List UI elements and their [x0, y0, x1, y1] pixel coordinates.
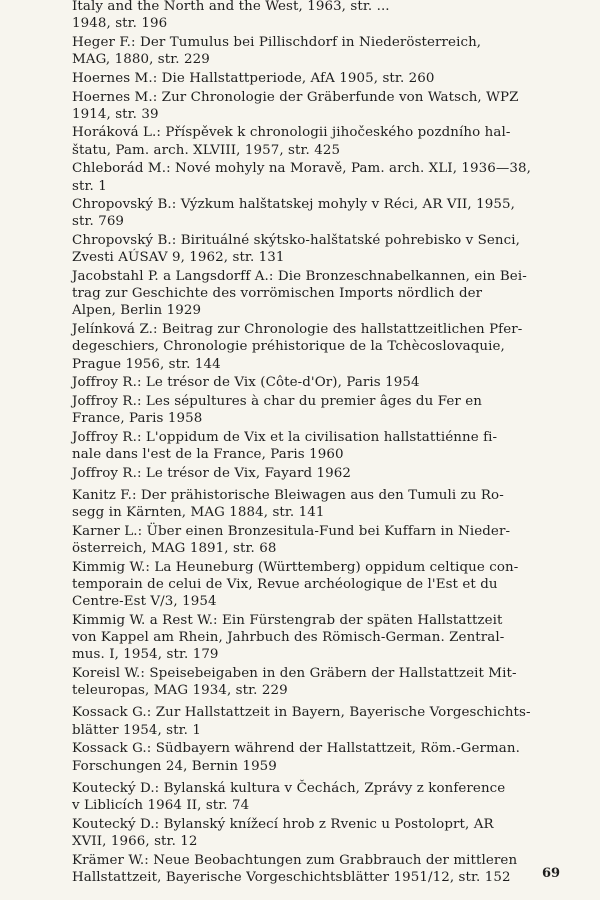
- bibliography-entry: [72, 321, 560, 373]
- bibliography-entry: [72, 612, 560, 664]
- entry-continuation-line: segg in Kärnten, MAG 1884, str. 141: [72, 505, 325, 521]
- bibliography-entry: [72, 429, 560, 463]
- entry-continuation-line: MAG, 1880, str. 229: [72, 52, 210, 68]
- entry-first-line: Joffroy R.: Le trésor de Vix, Fayard 1962: [72, 465, 351, 481]
- entry-first-line: Hoernes M.: Die Hallstattperiode, AfA 1905, str. 260: [72, 70, 435, 86]
- entry-continuation-line: Prague 1956, str. 144: [72, 356, 221, 372]
- entry-continuation-line: Forschungen 24, Bernin 1959: [72, 758, 277, 774]
- entry-first-line: Horáková L.: Příspěvek k chronologii jihočeského pozdního hal-: [72, 125, 511, 141]
- entry-first-line: Koutecký D.: Bylanská kultura v Čechách, Zprávy z konference: [72, 780, 506, 796]
- entry-continuation-line: 1948, str. 196: [72, 16, 168, 32]
- bibliography-entry: [72, 268, 560, 320]
- entry-continuation-line: Zvesti AÚSAV 9, 1962, str. 131: [72, 250, 285, 266]
- entry-continuation-line: Centre-Est V/3, 1954: [72, 594, 217, 610]
- bibliography-entry: [72, 559, 560, 611]
- bibliography-entry: [72, 374, 560, 391]
- entry-first-line: Koutecký D.: Bylanský knížecí hrob z Rvenic u Postoloprt, AR: [72, 816, 494, 832]
- entry-continuation-line: 1914, str. 39: [72, 106, 159, 122]
- entry-continuation-line: v Liblicích 1964 II, str. 74: [72, 797, 250, 813]
- entry-first-line: Joffroy R.: Le trésor de Vix (Côte-d'Or), Paris 1954: [72, 375, 420, 391]
- page-number: 69: [542, 866, 561, 881]
- entry-continuation-line: XVII, 1966, str. 12: [72, 833, 198, 849]
- bibliography-entry: [72, 816, 560, 850]
- bibliography-entry: [72, 232, 560, 266]
- entry-first-line: Hoernes M.: Zur Chronologie der Gräberfunde von Watsch, WPZ: [72, 89, 519, 105]
- entry-continuation-line: temporain de celui de Vix, Revue archéologique de l'Est et du: [72, 577, 498, 592]
- entry-first-line: Jelínková Z.: Beitrag zur Chronologie des hallstattzeitlichen Pfer-: [72, 322, 523, 338]
- entry-continuation-line: štatu, Pam. arch. XLVIII, 1957, str. 425: [72, 142, 341, 158]
- entry-continuation-line: nale dans l'est de la France, Paris 1960: [72, 447, 344, 463]
- entry-first-line: Koreisl W.: Speisebeigaben in den Gräbern der Hallstattzeit Mit-: [72, 666, 517, 682]
- entry-continuation-line: von Kappel am Rhein, Jahrbuch des Römisch-German. Zentral-: [72, 630, 505, 646]
- bibliography-entry: [72, 740, 560, 774]
- entry-first-line: Kossack G.: Zur Hallstattzeit in Bayern, Bayerische Vorgeschichts-: [72, 705, 531, 721]
- bibliography-entry: [72, 393, 560, 427]
- bibliography-list: [72, 0, 560, 887]
- bibliography-entry: [72, 124, 560, 158]
- entry-first-line: Jacobstahl P. a Langsdorff A.: Die Bronzeschnabelkannen, ein Bei-: [72, 269, 527, 285]
- bibliography-entry: [72, 523, 560, 557]
- entry-continuation-line: österreich, MAG 1891, str. 68: [72, 541, 277, 557]
- entry-first-line: Italy and the North and the West, 1963, str. ...: [72, 0, 390, 14]
- entry-continuation-line: Alpen, Berlin 1929: [72, 303, 202, 319]
- entry-continuation-line: str. 769: [72, 214, 125, 230]
- entry-continuation-line: France, Paris 1958: [72, 411, 203, 427]
- bibliography-entry: [72, 0, 560, 32]
- entry-continuation-line: trag zur Geschichte des vorrömischen Imports nördlich der: [72, 286, 483, 302]
- bibliography-entry: [72, 665, 560, 699]
- entry-continuation-line: degeschiers, Chronologie préhistorique de la Tchècoslovaquie,: [72, 339, 505, 355]
- bibliography-entry: [72, 34, 560, 68]
- entry-first-line: Joffroy R.: L'oppidum de Vix et la civilisation hallstattiénne fi-: [72, 429, 498, 445]
- entry-first-line: Kossack G.: Südbayern während der Hallstattzeit, Röm.-German.: [72, 741, 520, 757]
- entry-first-line: Heger F.: Der Tumulus bei Pillischdorf in Niederösterreich,: [72, 34, 482, 50]
- entry-continuation-line: mus. I, 1954, str. 179: [72, 647, 219, 663]
- entry-continuation-line: Hallstattzeit, Bayerische Vorgeschichtsblätter 1951/12, str. 152: [72, 869, 511, 885]
- entry-first-line: Kimmig W. a Rest W.: Ein Fürstengrab der späten Hallstattzeit: [72, 612, 503, 628]
- entry-continuation-line: teleuropas, MAG 1934, str. 229: [72, 683, 288, 699]
- entry-first-line: Chleborád M.: Nové mohyly na Moravě, Pam. arch. XLI, 1936—38,: [72, 161, 531, 177]
- bibliography-entry: [72, 89, 560, 123]
- entry-continuation-line: blätter 1954, str. 1: [72, 722, 201, 738]
- entry-first-line: Chropovský B.: Výzkum halštatskej mohyly v Réci, AR VII, 1955,: [72, 197, 515, 213]
- bibliography-entry: [72, 704, 560, 738]
- bibliography-entry: [72, 780, 560, 814]
- bibliography-entry: [72, 487, 560, 521]
- bibliography-entry: [72, 196, 560, 230]
- entry-continuation-line: str. 1: [72, 178, 107, 194]
- entry-first-line: Krämer W.: Neue Beobachtungen zum Grabbrauch der mittleren: [72, 852, 518, 868]
- bibliography-entry: [72, 160, 560, 194]
- entry-first-line: Kimmig W.: La Heuneburg (Württemberg) oppidum celtique con-: [72, 559, 519, 575]
- entry-first-line: Kanitz F.: Der prähistorische Bleiwagen aus den Tumuli zu Ro-: [72, 487, 504, 503]
- bibliography-entry: [72, 70, 560, 87]
- bibliography-entry: [72, 852, 560, 886]
- entry-first-line: Chropovský B.: Birituálné skýtsko-halštatské pohrebisko v Senci,: [72, 233, 520, 249]
- bibliography-entry: [72, 465, 560, 482]
- entry-first-line: Karner L.: Über einen Bronzesitula-Fund bei Kuffarn in Nieder-: [72, 523, 511, 539]
- entry-first-line: Joffroy R.: Les sépultures à char du premier âges du Fer en: [72, 393, 482, 409]
